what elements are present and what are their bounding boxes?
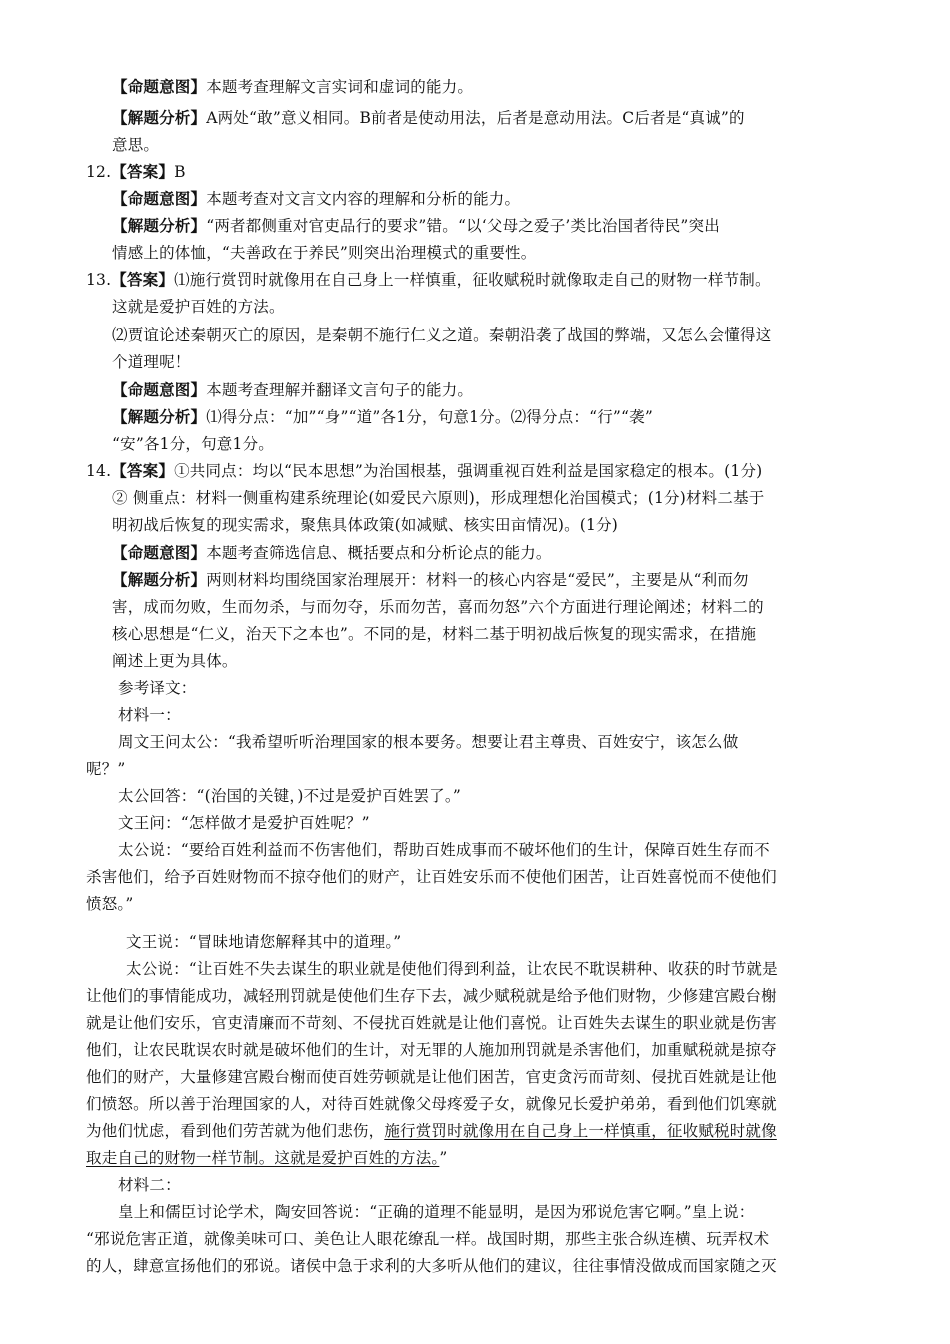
text-line: 杀害他们，给予百姓财物而不掠夺他们的财产，让百姓安乐而不使他们困苦，让百姓喜悦而不使他们 bbox=[86, 868, 777, 886]
text-line: 【解题分析】A两处“敢”意义相同。B前者是使动用法，后者是意动用法。C后者是“真诚”的 bbox=[112, 108, 745, 127]
text-line: 就是让他们安乐，官吏清廉而不苛刻、不侵扰百姓就是让他们喜悦。让百姓失去谋生的职业就是伤害 bbox=[86, 1014, 777, 1032]
text-line: 皇上和儒臣讨论学术，陶安回答说：“正确的道理不能显明，是因为邪说危害它啊。”皇上说： bbox=[118, 1203, 755, 1221]
underlined-answer: 施行赏罚时就像用在自己身上一样慎重，征收赋税时就像 bbox=[384, 1122, 777, 1140]
text-line: 太公回答：“(治国的关键，)不过是爱护百姓罢了。” bbox=[118, 787, 461, 805]
text-line: 【解题分析】⑴得分点：“加”“身”“道”各1分，句意1分。⑵得分点：“行”“袭” bbox=[112, 407, 653, 426]
text-line: “邪说危害正道，就像美味可口、美色让人眼花缭乱一样。战国时期，那些主张合纵连横、玩弄权术 bbox=[86, 1230, 770, 1248]
text-line: 个道理呢！ bbox=[112, 353, 191, 371]
text-line: 的人，肆意宣扬他们的邪说。诸侯中急于求利的大多听从他们的建议，往往事情没做成而国家随之灭 bbox=[86, 1257, 777, 1275]
text-line: 【命题意图】本题考查对文言文内容的理解和分析的能力。 bbox=[112, 189, 521, 208]
text-line: 【命题意图】本题考查理解并翻译文言句子的能力。 bbox=[112, 380, 474, 399]
text-line: 【命题意图】本题考查理解文言实词和虚词的能力。 bbox=[112, 77, 474, 96]
text-line: ② 侧重点：材料一侧重构建系统理论(如爱民六原则)，形成理想化治国模式；(1分)材料二基于 bbox=[112, 489, 765, 507]
text-line: 为他们忧虑，看到他们劳苦就为他们悲伤，施行赏罚时就像用在自己身上一样慎重，征收赋税时就像 bbox=[86, 1122, 777, 1140]
text-line: “安”各1分，句意1分。 bbox=[112, 435, 274, 453]
section-heading: 材料一： bbox=[118, 706, 181, 724]
text-line: 文王问：“怎样做才是爱护百姓呢？” bbox=[118, 814, 370, 832]
text-line: 愤怒。” bbox=[86, 895, 134, 913]
answer-line: 13.【答案】⑴施行赏罚时就像用在自己身上一样慎重，征收赋税时就像取走自己的财物一样节制。 bbox=[86, 270, 771, 289]
answer-line: 14.【答案】①共同点：均以“民本思想”为治国根基，强调重视百姓利益是国家稳定的根本。(1分) bbox=[86, 461, 763, 480]
text-line: 【解题分析】“两者都侧重对官吏品行的要求”错。“以‘父母之爱子’类比治国者待民”突出 bbox=[112, 216, 720, 235]
text-line: 文王说：“冒昧地请您解释其中的道理。” bbox=[126, 933, 402, 951]
text-line: 太公说：“让百姓不失去谋生的职业就是使他们得到利益，让农民不耽误耕种、收获的时节就是 bbox=[126, 960, 778, 978]
text-line: 让他们的事情能成功，减轻刑罚就是使他们生存下去，减少赋税就是给予他们财物，少修建宫殿台榭 bbox=[86, 987, 777, 1005]
underlined-answer: 取走自己的财物一样节制。这就是爱护百姓的方法。 bbox=[86, 1149, 440, 1167]
text-line: 害，成而勿败，生而勿杀，与而勿夺，乐而勿苦，喜而勿怒”六个方面进行理论阐述；材料二的 bbox=[112, 598, 764, 616]
text-line: 阐述上更为具体。 bbox=[112, 652, 238, 670]
text-line: 周文王问太公：“我希望听听治理国家的根本要务。想要让君主尊贵、百姓安宁，该怎么做 bbox=[118, 733, 739, 751]
text-line: 【命题意图】本题考查筛选信息、概括要点和分析论点的能力。 bbox=[112, 543, 552, 562]
text-line: 这就是爱护百姓的方法。 bbox=[112, 298, 285, 316]
text-line: 们愤怒。所以善于治理国家的人，对待百姓就像父母疼爱子女，就像兄长爱护弟弟，看到他们饥寒就 bbox=[86, 1095, 777, 1113]
text-line: ⑵贾谊论述秦朝灭亡的原因，是秦朝不施行仁义之道。秦朝沿袭了战国的弊端，又怎么会懂得这 bbox=[112, 326, 772, 344]
text-line: 意思。 bbox=[112, 136, 160, 154]
text-line: 太公说：“要给百姓利益而不伤害他们，帮助百姓成事而不破坏他们的生计，保障百姓生存而不 bbox=[118, 841, 770, 859]
text-line: 呢？” bbox=[86, 760, 126, 778]
answer-line: 12.【答案】B bbox=[86, 162, 186, 181]
text-line: 核心思想是“仁义，治天下之本也”。不同的是，材料二基于明初战后恢复的现实需求，在措施 bbox=[112, 625, 757, 643]
section-heading: 材料二： bbox=[118, 1176, 181, 1194]
text-line: 他们，让农民耽误农时就是破坏他们的生计，对无罪的人施加刑罚就是杀害他们，加重赋税就是掠夺 bbox=[86, 1041, 777, 1059]
text-line: 【解题分析】两则材料均围绕国家治理展开：材料一的核心内容是“爱民”，主要是从“利而勿 bbox=[112, 570, 749, 589]
section-heading: 参考译文： bbox=[118, 679, 197, 697]
text-line: 情感上的体恤，“夫善政在于养民”则突出治理模式的重要性。 bbox=[112, 244, 537, 262]
text-line: 他们的财产，大量修建宫殿台榭而使百姓劳顿就是让他们困苦，官吏贪污而苛刻、侵扰百姓就是让他 bbox=[86, 1068, 777, 1086]
text-line: 取走自己的财物一样节制。这就是爱护百姓的方法。” bbox=[86, 1149, 448, 1167]
text-line: 明初战后恢复的现实需求，聚焦具体政策(如减赋、核实田亩情况)。(1分) bbox=[112, 516, 619, 534]
